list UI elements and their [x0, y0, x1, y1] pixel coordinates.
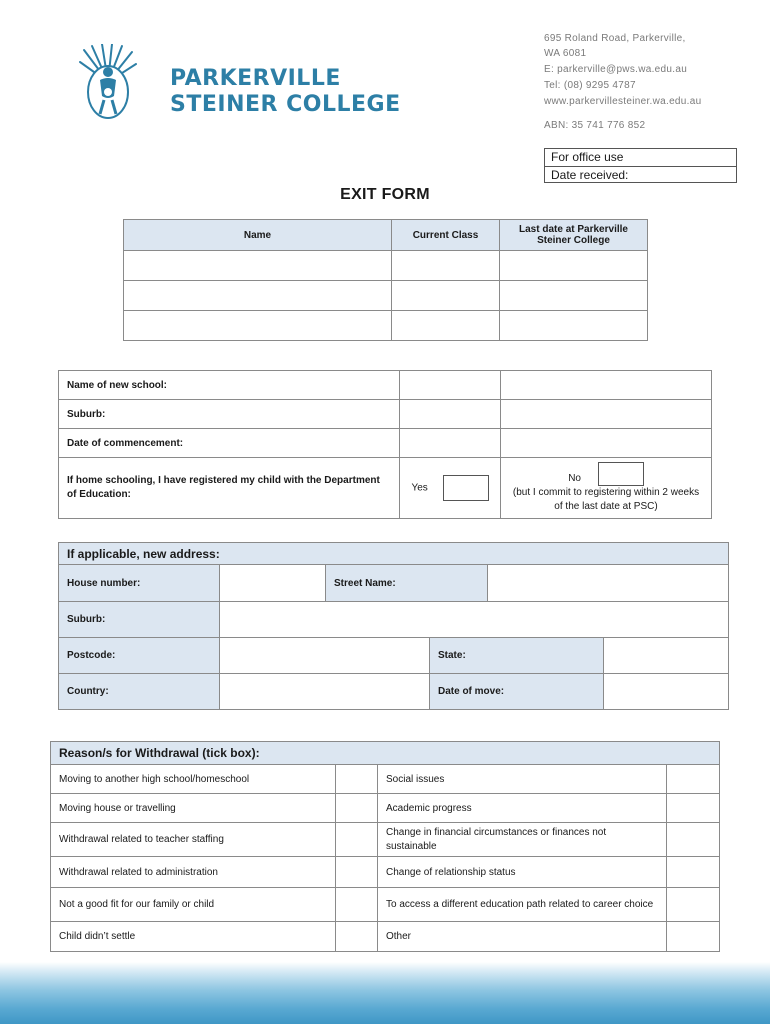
last-date-field[interactable]: [500, 281, 648, 311]
postcode-label: Postcode:: [59, 638, 220, 674]
reason-label: Change of relationship status: [378, 857, 667, 888]
college-name-line1: PARKERVILLE: [170, 66, 341, 91]
address-line2: WA 6081: [544, 48, 587, 59]
class-column-header: Current Class: [392, 220, 500, 251]
reasons-table: [50, 741, 720, 952]
address-line1: 695 Roland Road, Parkerville,: [544, 33, 686, 44]
students-table: [123, 219, 648, 341]
no-label: No: [568, 473, 581, 484]
reason-checkbox[interactable]: [667, 922, 720, 952]
suburb-field[interactable]: [220, 602, 729, 638]
website-text: www.parkervillesteiner.wa.edu.au: [544, 96, 702, 107]
reason-label: Child didn’t settle: [51, 922, 336, 952]
college-name-line2: STEINER COLLEGE: [170, 92, 401, 117]
table-row: [124, 281, 648, 311]
date-of-move-label: Date of move:: [430, 674, 604, 710]
no-note: (but I commit to registering within 2 weeks of the last date at PSC): [512, 487, 700, 512]
office-use-label: For office use: [545, 149, 736, 167]
reason-label: Other: [378, 922, 667, 952]
reason-checkbox[interactable]: [667, 823, 720, 857]
yes-checkbox[interactable]: [443, 475, 489, 501]
address-table: [58, 542, 729, 710]
date-of-move-field[interactable]: [604, 674, 729, 710]
current-class-field[interactable]: [392, 311, 500, 341]
country-field[interactable]: [220, 674, 430, 710]
no-checkbox[interactable]: [598, 462, 644, 486]
reason-checkbox[interactable]: [336, 857, 378, 888]
reason-checkbox[interactable]: [336, 823, 378, 857]
reason-label: Withdrawal related to teacher staffing: [51, 823, 336, 857]
reason-checkbox[interactable]: [667, 857, 720, 888]
reason-checkbox[interactable]: [336, 794, 378, 823]
new-school-field-a[interactable]: [400, 371, 501, 400]
new-school-label: Name of new school:: [59, 371, 400, 400]
no-cell: [501, 458, 712, 519]
reason-label: Academic progress: [378, 794, 667, 823]
student-name-field[interactable]: [124, 311, 392, 341]
school-suburb-field-a[interactable]: [400, 400, 501, 429]
reason-label: Social issues: [378, 765, 667, 794]
yes-label: Yes: [411, 482, 428, 494]
commencement-field-a[interactable]: [400, 429, 501, 458]
table-row: [124, 311, 648, 341]
address-section-title: If applicable, new address:: [59, 543, 729, 565]
postcode-field[interactable]: [220, 638, 430, 674]
reasons-section-title: Reason/s for Withdrawal (tick box):: [51, 742, 720, 765]
school-suburb-field-b[interactable]: [501, 400, 712, 429]
school-suburb-label: Suburb:: [59, 400, 400, 429]
country-label: Country:: [59, 674, 220, 710]
suburb-label: Suburb:: [59, 602, 220, 638]
abn-text: ABN: 35 741 776 852: [544, 120, 646, 131]
table-row: [51, 888, 720, 922]
table-row: [51, 857, 720, 888]
homeschool-label: If home schooling, I have registered my child with the Department of Education:: [59, 458, 400, 519]
form-title: EXIT FORM: [340, 186, 430, 203]
new-school-table: [58, 370, 712, 519]
current-class-field[interactable]: [392, 251, 500, 281]
last-date-column-header: Last date at Parkerville Steiner College: [500, 220, 648, 251]
student-name-field[interactable]: [124, 251, 392, 281]
last-date-field[interactable]: [500, 251, 648, 281]
reason-checkbox[interactable]: [336, 765, 378, 794]
street-name-label: Street Name:: [326, 565, 488, 602]
reason-checkbox[interactable]: [336, 922, 378, 952]
table-row: [124, 251, 648, 281]
house-number-field[interactable]: [220, 565, 326, 602]
street-name-field[interactable]: [488, 565, 729, 602]
office-use-box: [544, 148, 737, 183]
name-column-header: Name: [124, 220, 392, 251]
house-number-label: House number:: [59, 565, 220, 602]
reason-checkbox[interactable]: [336, 888, 378, 922]
student-name-field[interactable]: [124, 281, 392, 311]
new-school-field-b[interactable]: [501, 371, 712, 400]
email-text: E: parkerville@pws.wa.edu.au: [544, 64, 688, 75]
reason-label: Moving house or travelling: [51, 794, 336, 823]
college-logo-icon: [78, 44, 138, 120]
reason-label: Withdrawal related to administration: [51, 857, 336, 888]
reason-label: To access a different education path related to career choice: [378, 888, 667, 922]
footer-wave-decoration: [0, 962, 770, 1024]
commencement-label: Date of commencement:: [59, 429, 400, 458]
reason-checkbox[interactable]: [667, 765, 720, 794]
current-class-field[interactable]: [392, 281, 500, 311]
date-received-label[interactable]: Date received:: [551, 168, 629, 182]
reason-label: Not a good fit for our family or child: [51, 888, 336, 922]
table-row: [51, 922, 720, 952]
table-row: [51, 765, 720, 794]
commencement-field-b[interactable]: [501, 429, 712, 458]
yes-cell: [400, 458, 501, 519]
reason-checkbox[interactable]: [667, 888, 720, 922]
reason-checkbox[interactable]: [667, 794, 720, 823]
phone-text: Tel: (08) 9295 4787: [544, 80, 636, 91]
table-row: [51, 794, 720, 823]
state-label: State:: [430, 638, 604, 674]
reason-label: Moving to another high school/homeschool: [51, 765, 336, 794]
reason-label: Change in financial circumstances or finances not sustainable: [378, 823, 667, 857]
table-row: [51, 823, 720, 857]
last-date-field[interactable]: [500, 311, 648, 341]
state-field[interactable]: [604, 638, 729, 674]
